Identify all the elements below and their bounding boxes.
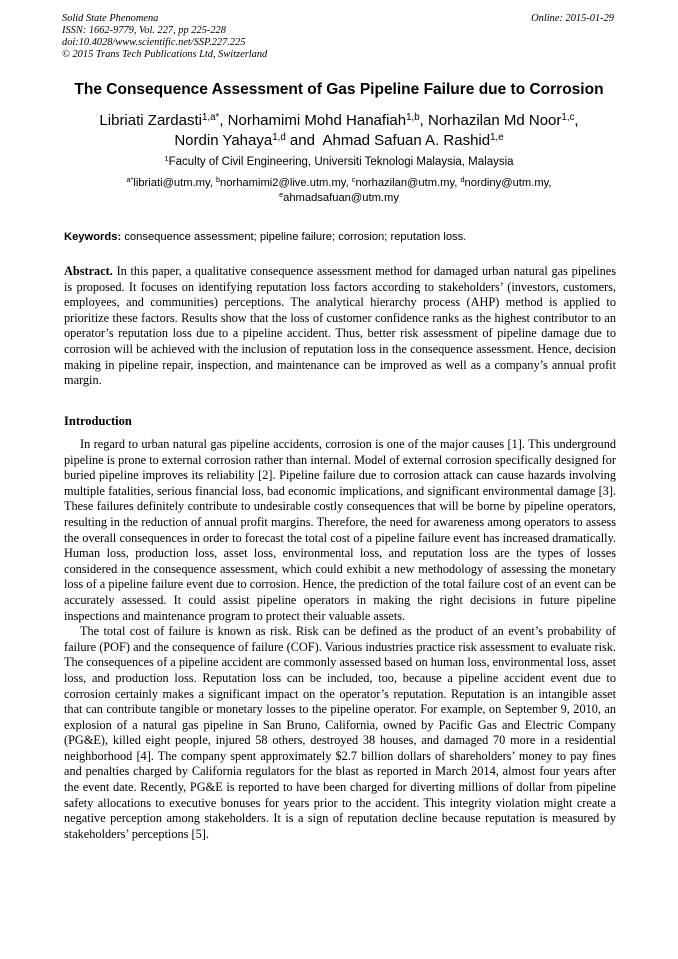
journal-name: Solid State Phenomena (62, 13, 159, 24)
author-name: Libriati Zardasti (99, 112, 202, 129)
email-list (60, 176, 618, 206)
author-sup: 1,e (490, 132, 504, 144)
journal-doi[interactable]: doi:10.4028/www.scientific.net/SSP.227.225 (62, 37, 246, 48)
introduction-body (64, 437, 616, 842)
paper-title: The Consequence Assessment of Gas Pipeline Failure due to Corrosion (74, 81, 604, 98)
author-list (40, 111, 638, 151)
email-line-1: $^{a*}$libriati@utm.my, $^b$norhamimi2@live.utm.my, $^c$norhazilan@utm.my, $^d$nordiny@utm.my, (126, 175, 552, 189)
author-name: Norhazilan Md Noor (428, 112, 562, 129)
email-link[interactable]: norhamimi2@live.utm.my (220, 177, 346, 189)
email-link[interactable]: norhazilan@utm.my (355, 177, 455, 189)
author-sup: 1,a* (201, 112, 220, 124)
paragraph: The total cost of failure is known as risk. Risk can be defined as the product of an event’s probability of failure (POF) and the consequence of failure (COF). Various industries practice risk assessment to evaluate risk. The consequences of a pipeline accident are commonly assessed based on human loss, environmental loss, asset loss, and production loss. Reputation loss can be included, too, because a pipeline accident event due to corrosion certainly makes a significant impact on the operator’s reputation. Reputation is an intangible asset that can contribute tangible or monetary losses to the pipeline operator. For example, on September 9, 2010, an explosion of a natural gas pipeline in San Bruno, California, owned by Pacific Gas and Electric Company (PG&E), killed eight people, injured 58 others, destroyed 38 houses, and damaged 70 more in a residential neighborhood [4]. The company spent approximately $2.7 billion dollars of shareholders’ money to pay fines and penalties charged by California regulators for the blast as reported in March 2014, almost four years after the event date. Recently, PG&E is reported to have been charged for diverting millions of dollar from pipeline safety allocations to executive bonuses for years prior to the accident. This integrity violation might create a negative perception among stakeholders. It is a sign of reputation decline because reputation is measured by stakeholders’ perceptions [5]. (64, 624, 616, 841)
author-name: Ahmad Safuan A. Rashid (322, 132, 491, 149)
email-line-2: $^e$ahmadsafuan@utm.my (279, 190, 399, 204)
email-link[interactable]: ahmadsafuan@utm.my (283, 192, 399, 204)
author-sup: 1,b (406, 112, 420, 124)
abstract-label: Abstract. (64, 264, 113, 278)
keywords (64, 230, 620, 245)
paragraph: In regard to urban natural gas pipeline accidents, corrosion is one of the major causes [1]. This underground pipeline is prone to external corrosion rather than internal. Model of external corrosion specifically designed for buried pipeline improves its reliability [2]. Pipeline failure due to corrosion attack can cause hazards involving multiple fatalities, serious financial loss, bad economic implications, and significant environmental damage [3]. These failures definitely contribute to undesirable costly consequences that will be borne by pipeline operators, resulting in the reduction of annual profit margins. Therefore, the need for awareness among operators to assess the overall consequences in order to forecast the total cost of a pipeline failure event has increased dramatically. Human loss, production loss, asset loss, environmental loss, and reputation loss are the types of losses considered in the consequence assessment, which could exhibit a new methodology of assessing the monetary loss of a pipeline failure event due to corrosion. Hence, the prediction of the total failure cost of an event can be accurately assessed. It could assist pipeline operators in making the right decisions in future pipeline inspections and maintenance program to protect their valuable assets. (64, 437, 616, 623)
author-sup: 1,d (272, 132, 286, 144)
affiliation-text: Faculty of Civil Engineering, Universiti Teknologi Malaysia, Malaysia (168, 156, 514, 168)
affiliation-sup: 1 (164, 154, 169, 164)
abstract-text: In this paper, a qualitative consequence assessment method for damaged urban natural gas pipelines is proposed. It focuses on identifying reputation loss factors according to stakeholders’ (investors, customers, employees, and communities) perceptions. The analytical hierarchy process (AHP) method is applied to prioritize these factors. Results show that the loss of customer confidence ranks as the highest contributor to an operator’s reputation loss due to a pipeline accident. Thus, better risk assessment of pipeline damage due to corrosion will be achieved with the inclusion of reputation loss in the consequence assessment. Hence, decision making in pipeline repair, inspection, and maintenance can be improved as well as a company’s annual profit margin. (64, 264, 616, 388)
keywords-label: Keywords: (64, 231, 122, 243)
journal-header (62, 13, 614, 61)
author-name: Nordin Yahaya (174, 132, 273, 149)
section-heading-introduction: Introduction (64, 414, 132, 428)
abstract (64, 264, 616, 389)
affiliation (40, 155, 638, 170)
keywords-text: consequence assessment; pipeline failure; corrosion; reputation loss. (124, 231, 467, 243)
email-link[interactable]: libriati@utm.my (133, 177, 210, 189)
journal-copyright: © 2015 Trans Tech Publications Ltd, Switzerland (62, 49, 268, 60)
email-link[interactable]: nordiny@utm.my (464, 177, 549, 189)
author-name: Norhamimi Mohd Hanafiah (227, 112, 407, 129)
journal-issn: ISSN: 1662-9779, Vol. 227, pp 225-228 (62, 25, 226, 36)
author-line-2: Nordin Yahaya$^{1,d}$ and Ahmad Safuan A. Rashid$^{1,e}$ (174, 132, 504, 149)
author-sup: 1,c (561, 112, 575, 124)
author-line-1: Libriati Zardasti$^{1,a*}$, Norhamimi Mohd Hanafiah$^{1,b}$, Norhazilan Md Noor$^{1,c}$, (99, 112, 579, 129)
online-date: Online: 2015-01-29 (531, 13, 614, 24)
